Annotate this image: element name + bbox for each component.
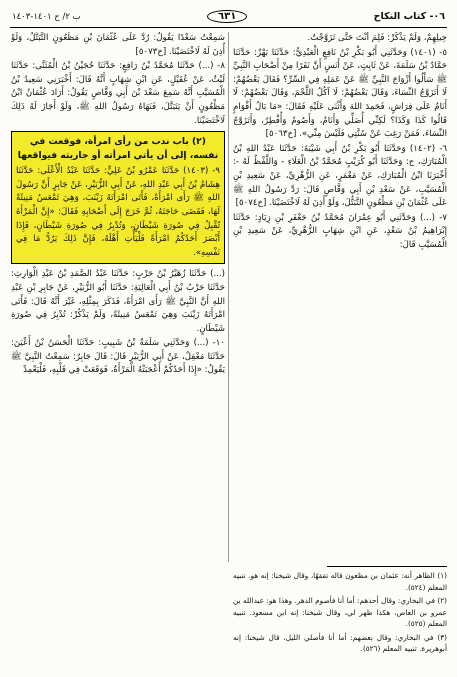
left-column	[11, 32, 225, 562]
hadith-10: ١٠- (...) وَحَدَّثَنِي سَلَمَةُ بْنُ شَبِيبٍ: حَدَّثَنَا الْحَسَنُ بْنُ أَعْيَنَ: حَدَّثَنَا مَعْقِلٌ، عَنْ أَبِي الزُّبَيْرِ قَالَ: قَالَ جَابِرٌ: سَمِعْتُ النَّبِيَّ ﷺ يَقُولُ: «إِذَا أَحَدُكُمْ أَعْجَبَتْهُ الْمَرْأَةُ، فَوَقَعَتْ فِي قَلْبِهِ، فَلْيَعْمِدْ	[11, 338, 225, 376]
footnote-separator	[327, 566, 447, 567]
highlighted-chapter-box	[11, 131, 225, 264]
footnote-1: (١) الظاهر أنه: عثمان بن مظعون قاله تفقهًا، وقال شيخنا: إنه هو. تنبيه المعلم (٥٢٤).	[233, 571, 447, 592]
footnote-2: (٢) في البخاري: وقال أحدهم: أما أنا فأصوم الدهر. وهذا هو: عبدالله بن عمرو بن العاص، هكذا ظهر لي، وقال شيخنا: إنه ابن مسعود. تنبيه المعلم (٥٢٥).	[233, 596, 447, 628]
chapter-title: ٠٦- كتاب النكاح	[373, 11, 445, 22]
hadith-8: ٨- (...) حَدَّثَنَا مُحَمَّدُ بْنُ رَافِعٍ: حَدَّثَنَا حُجَيْنُ بْنُ الْمُثَنَّى: حَدَّثَنَا لَيْثٌ، عَنْ عُقَيْلٍ، عَنِ ابْنِ شِهَابٍ أَنَّهُ قَالَ: أَخْبَرَنِي سَعِيدُ بْنُ الْمُسَيَّبِ أَنَّهُ سَمِعَ سَعْدَ بْنَ أَبِي وَقَّاصٍ يَقُولُ: أَرَادَ عُثْمَانُ ابْنُ مَظْعُونٍ أَنْ يَتَبَتَّلَ، فَنَهَاهُ رَسُولُ اللهِ ﷺ، وَلَوْ أَجَازَ لَهُ ذَلِكَ لَاخْتَصَيْنَا.	[11, 61, 225, 126]
right-column	[233, 32, 447, 562]
paragraph: حِيلِهِمْ، وَلَمْ يَذْكُرْ: فَلِمَ أَنْتَ حَتَّى تَزَوَّجْتُ.	[307, 33, 447, 43]
page-header	[10, 6, 447, 28]
hadith-9-variant: (...) حَدَّثَنَا زُهَيْرُ بْنُ حَرْبٍ: حَدَّثَنَا عَبْدُ الصَّمَدِ بْنُ عَبْدِ الْوَارِثِ: حَدَّثَنَا حَرْبُ بْنُ أَبِي الْعَالِيَةِ: حَدَّثَنَا أَبُو الزُّبَيْرِ، عَنْ جَابِرِ بْنِ عَبْدِ اللهِ أَنَّ النَّبِيَّ ﷺ رَأَى امْرَأَةً، فَذَكَرَ بِمِثْلِهِ، غَيْرَ أَنَّهُ قَالَ: فَأَتَى امْرَأَتَهُ زَيْنَبَ وَهِيَ تَمْعَسُ مَنِيئَةً، وَلَمْ يَذْكُرْ: تُدْبِرُ فِي صُورَةِ شَيْطَانٍ.	[11, 269, 225, 334]
footnote-3: (٣) في البخاري: وقال بعضهم: أما أنا فأصلي الليل، قال شيخنا: إنه أبوهريرة. تنبيه المعلم (٥٢٦).	[233, 632, 447, 653]
chapter-heading: (٢) باب ندب من رأى امرأة، فوقعت في نفسه، إلى أن يأتي امرأته أو جاريته فيواقعها	[17, 136, 219, 162]
hadith-reference: ب ٢/ ح ١٤٠١-١٤٠٣	[12, 11, 81, 22]
page-number: ٦٣١	[207, 10, 247, 23]
hadith-5: ٥- (١٤٠١) وَحَدَّثَنِي أَبُو بَكْرِ بْنُ نَافِعٍ الْعَبْدِيُّ: حَدَّثَنَا بَهْزٌ: حَدَّثَنَا حَمَّادُ بْنُ سَلَمَةَ، عَنْ ثَابِتٍ، عَنْ أَنَسٍ أَنَّ نَفَرًا مِنْ أَصْحَابِ النَّبِيِّ ﷺ سَأَلُوا أَزْوَاجَ النَّبِيِّ ﷺ عَنْ عَمَلِهِ فِي السِّرِّ؟ فَقَالَ بَعْضُهُمْ: لَا أَتَزَوَّجُ النِّسَاءَ، وَقَالَ بَعْضُهُمْ: لَا آكُلُ اللَّحْمَ، وَقَالَ بَعْضُهُمْ: لَا أَنَامُ عَلَى فِرَاشٍ، فَحَمِدَ اللهَ وَأَثْنَى عَلَيْهِ فَقَالَ: «مَا بَالُ أَقْوَامٍ قَالُوا كَذَا وَكَذَا؟ لَكِنِّي أُصَلِّي وَأَنَامُ، وَأَصُومُ وَأُفْطِرُ، وَأَتَزَوَّجُ النِّسَاءَ، فَمَنْ رَغِبَ عَنْ سُنَّتِي فَلَيْسَ مِنِّي». [خ٥٠٦٣]	[233, 47, 447, 140]
book-page	[10, 6, 447, 671]
hadith-9: ٩- (١٤٠٣) حَدَّثَنَا عَمْرُو بْنُ عَلِيٍّ: حَدَّثَنَا عَبْدُ الْأَعْلَى: حَدَّثَنَا هِشَامُ بْنُ أَبِي عَبْدِ اللهِ، عَنْ أَبِي الزُّبَيْرِ، عَنْ جَابِرٍ أَنَّ رَسُولَ اللهِ ﷺ رَأَى امْرَأَةً، فَأَتَى امْرَأَتَهُ زَيْنَبَ، وَهِيَ تَمْعَسُ مَنِيئَةً لَهَا، فَقَضَى حَاجَتَهُ، ثُمَّ خَرَجَ إِلَى أَصْحَابِهِ فَقَالَ: «إِنَّ الْمَرْأَةَ تُقْبِلُ فِي صُورَةِ شَيْطَانٍ، وَتُدْبِرُ فِي صُورَةِ شَيْطَانٍ، فَإِذَا أَبْصَرَ أَحَدُكُمُ امْرَأَةً فَلْيَأْتِ أَهْلَهُ، فَإِنَّ ذَلِكَ يَرُدُّ مَا فِي نَفْسِهِ».	[16, 166, 221, 258]
column-divider	[228, 32, 229, 562]
hadith-6: ٦- (١٤٠٢) وَحَدَّثَنَا أَبُو بَكْرِ بْنُ أَبِي شَيْبَةَ: حَدَّثَنَا عَبْدُ اللهِ بْنُ الْمُبَارَكِ، ح: وَحَدَّثَنَا أَبُو كُرَيْبٍ مُحَمَّدُ بْنُ الْعَلَاءِ - وَاللَّفْظُ لَهُ -: أَخْبَرَنَا ابْنُ الْمُبَارَكِ، عَنْ مَعْمَرٍ، عَنِ الزُّهْرِيِّ، عَنْ سَعِيدِ بْنِ الْمُسَيَّبِ، عَنْ سَعْدِ بْنِ أَبِي وَقَّاصٍ قَالَ: رَدَّ رَسُولُ اللهِ ﷺ عَلَى عُثْمَانَ بْنِ مَظْعُونٍ التَّبَتُّلَ، وَلَوْ أَذِنَ لَهُ لَاخْتَصَيْنَا. [خ٥٠٧٤]	[233, 143, 447, 209]
paragraph: سَمِعْتُ سَعْدًا يَقُولُ: رُدَّ عَلَى عُثْمَانَ بْنِ مَظْعُونٍ التَّبَتُّلُ، وَلَوْ أُذِنَ لَهُ لَاخْتَصَيْنَا. [خ٥٠٧٣]	[11, 33, 225, 57]
hadith-7: ٧- (...) وَحَدَّثَنِي أَبُو عِمْرَانَ مُحَمَّدُ بْنُ جَعْفَرِ بْنِ زِيَادٍ: حَدَّثَنَا إِبْرَاهِيمُ بْنُ سَعْدٍ، عَنِ ابْنِ شِهَابٍ الزُّهْرِيِّ، عَنْ سَعِيدِ بْنِ الْمُسَيَّبِ قَالَ:	[233, 212, 447, 250]
footnotes	[233, 570, 447, 657]
